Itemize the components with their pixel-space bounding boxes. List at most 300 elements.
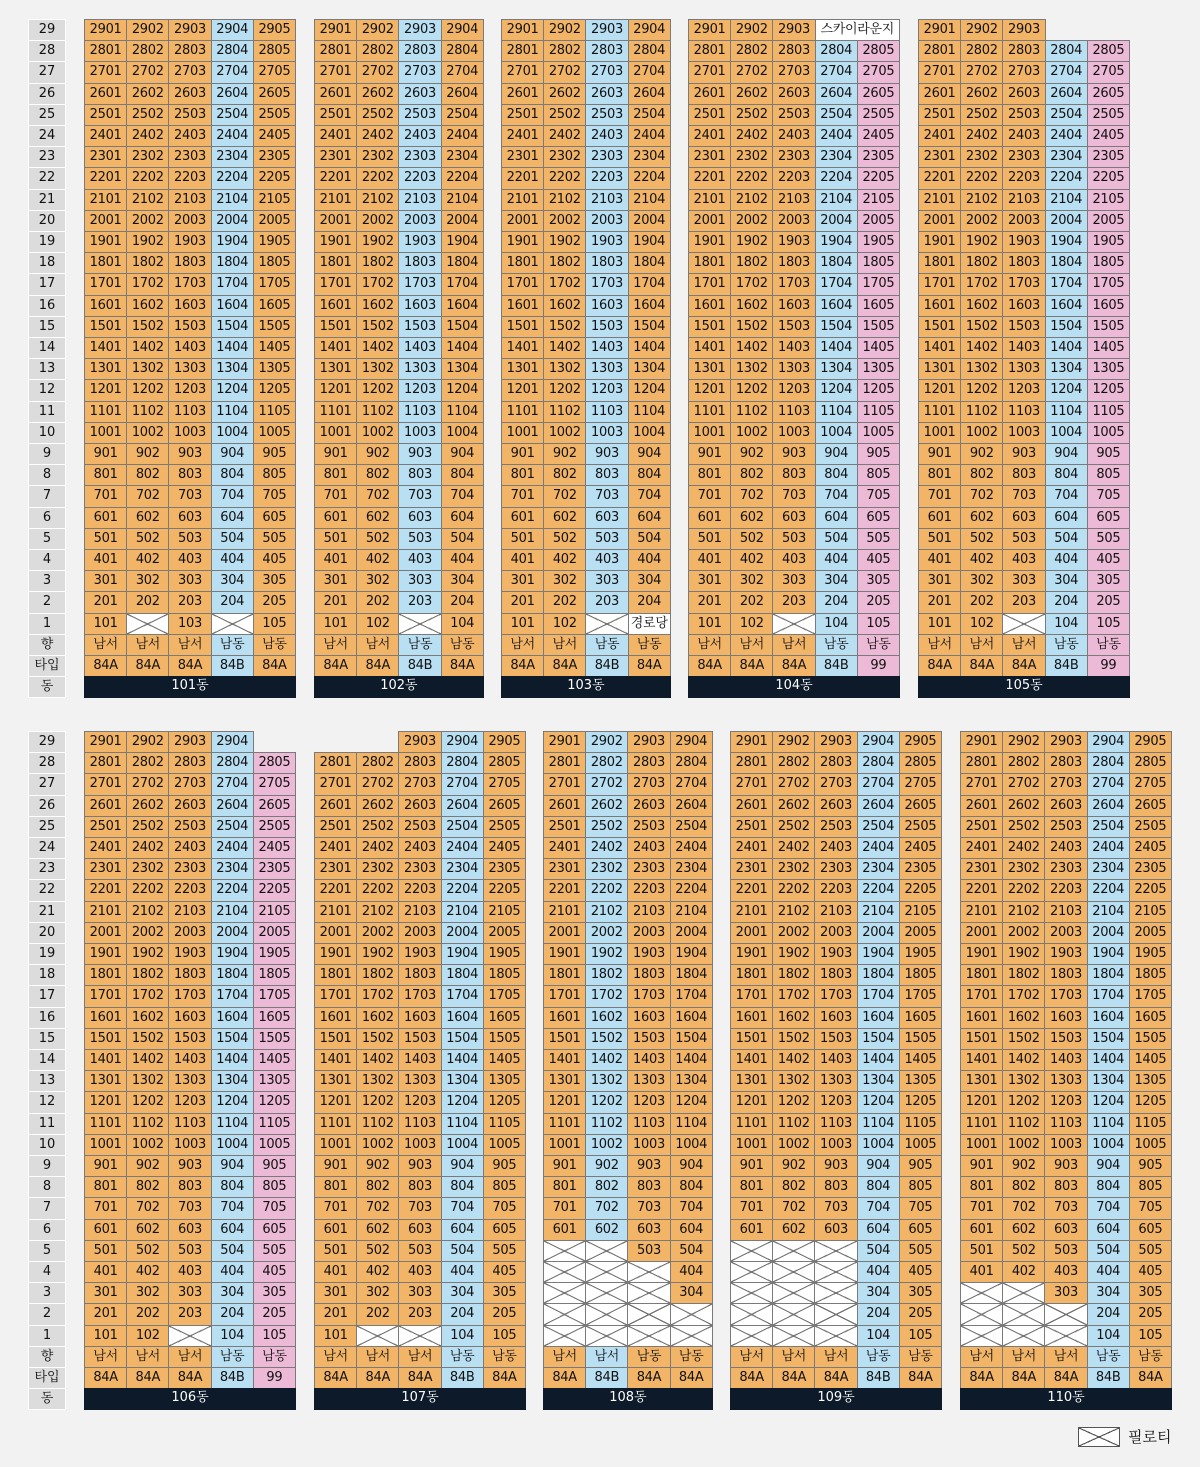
unit-cell: 1701 [918,273,961,295]
direction-cell: 남동 [1045,634,1088,656]
unit-cell: 1905 [899,943,942,965]
unit-cell: 405 [253,549,296,571]
unit-cell: 1702 [356,985,399,1007]
unit-cell: 401 [84,1261,127,1283]
unit-cell: 504 [441,528,484,550]
unit-cell: 2304 [815,146,858,168]
unit-cell: 2703 [814,773,857,795]
unit-cell: 1105 [253,1113,296,1135]
unit-cell: 2705 [483,773,526,795]
unit-cell: 1202 [772,1091,815,1113]
unit-cell: 2904 [211,19,254,41]
piloti-cell [670,1303,713,1325]
unit-cell: 1903 [1044,943,1087,965]
unit-cell: 2203 [398,879,441,901]
unit-cell: 2803 [814,752,857,774]
unit-cell: 501 [918,528,961,550]
unit-cell: 2204 [441,879,484,901]
unit-cell: 903 [772,443,815,465]
unit-cell: 2502 [356,816,399,838]
unit-cell: 2501 [688,104,731,126]
unit-cell: 1703 [772,273,815,295]
unit-cell: 2605 [483,795,526,817]
unit-cell: 2605 [899,795,942,817]
unit-cell: 302 [356,1282,399,1304]
unit-cell: 1502 [1002,1028,1045,1050]
unit-cell: 2802 [730,40,773,62]
unit-cell: 1101 [314,1113,357,1135]
unit-cell: 903 [1002,443,1045,465]
unit-cell: 604 [1045,507,1088,529]
unit-cell: 803 [1044,1176,1087,1198]
unit-cell: 1805 [483,964,526,986]
unit-cell: 2603 [168,795,211,817]
unit-cell: 1701 [314,985,357,1007]
unit-cell: 2004 [441,922,484,944]
direction-cell: 남서 [126,1346,169,1368]
direction-cell: 남동 [1087,634,1130,656]
unit-cell: 801 [84,1176,127,1198]
unit-cell: 1105 [483,1113,526,1135]
unit-cell: 1605 [857,295,900,317]
unit-cell: 2402 [585,837,628,859]
unit-cell: 603 [1044,1219,1087,1241]
floor-label: 7 [28,1197,66,1219]
piloti-cell [398,613,441,635]
unit-cell: 402 [126,1261,169,1283]
unit-cell: 1204 [211,1091,254,1113]
unit-cell: 2801 [501,40,544,62]
unit-cell: 1304 [1087,1070,1130,1092]
unit-cell: 1002 [356,422,399,444]
unit-cell: 2301 [314,146,357,168]
unit-cell: 2301 [960,858,1003,880]
unit-cell: 1201 [543,1091,586,1113]
unit-cell: 1804 [211,964,254,986]
unit-cell: 301 [501,570,544,592]
unit-cell: 701 [730,1197,773,1219]
unit-cell: 1404 [815,337,858,359]
floor-label: 3 [28,1282,66,1304]
unit-cell: 303 [772,570,815,592]
unit-cell: 2301 [543,858,586,880]
unit-cell: 204 [211,1303,254,1325]
floor-label: 20 [28,210,66,232]
unit-cell: 2003 [398,210,441,232]
unit-cell: 2801 [84,752,127,774]
unit-cell: 405 [899,1261,942,1283]
unit-cell: 2202 [772,879,815,901]
unit-cell: 804 [211,1176,254,1198]
unit-cell: 903 [585,443,628,465]
floor-label: 25 [28,816,66,838]
unit-cell: 1203 [627,1091,670,1113]
piloti-cell [543,1325,586,1347]
unit-cell: 505 [857,528,900,550]
unit-cell: 704 [670,1197,713,1219]
unit-cell: 2305 [857,146,900,168]
unit-cell: 604 [441,507,484,529]
unit-cell: 1501 [543,1028,586,1050]
unit-cell: 701 [84,1197,127,1219]
unit-cell: 1204 [1045,379,1088,401]
unit-cell: 502 [543,528,586,550]
unit-cell: 2203 [168,879,211,901]
unit-cell: 404 [441,1261,484,1283]
unit-cell: 1703 [627,985,670,1007]
piloti-cell [398,1325,441,1347]
unit-cell: 1601 [314,295,357,317]
unit-cell: 1704 [441,273,484,295]
unit-cell: 2201 [501,167,544,189]
unit-cell: 1301 [314,358,357,380]
unit-cell: 1205 [1087,379,1130,401]
unit-cell: 2904 [1087,731,1130,753]
unit-cell: 1005 [1087,422,1130,444]
unit-cell: 804 [670,1176,713,1198]
unit-cell: 1104 [1087,1113,1130,1135]
unit-cell: 2501 [314,104,357,126]
unit-cell: 1602 [356,1007,399,1029]
unit-cell: 1305 [253,358,296,380]
unit-cell: 202 [126,591,169,613]
type-cell: 84A [314,655,357,677]
unit-cell: 601 [918,507,961,529]
unit-cell: 1702 [356,273,399,295]
direction-cell: 남동 [670,1346,713,1368]
unit-cell: 1101 [501,401,544,423]
unit-cell: 1304 [441,358,484,380]
unit-cell: 604 [670,1219,713,1241]
unit-cell: 1702 [960,273,1003,295]
unit-cell: 503 [398,528,441,550]
unit-cell: 2404 [1087,837,1130,859]
unit-cell: 1904 [670,943,713,965]
unit-cell: 1105 [1087,401,1130,423]
unit-cell: 702 [356,485,399,507]
unit-cell: 2003 [772,210,815,232]
unit-cell: 1902 [772,943,815,965]
unit-cell: 2403 [168,837,211,859]
unit-cell: 2104 [211,189,254,211]
unit-cell: 304 [441,1282,484,1304]
unit-cell: 2004 [211,922,254,944]
unit-cell: 1004 [211,422,254,444]
unit-cell: 1804 [628,252,671,274]
unit-cell: 202 [356,591,399,613]
unit-cell: 2205 [857,167,900,189]
unit-cell: 2401 [501,125,544,147]
unit-cell: 702 [126,485,169,507]
unit-cell: 303 [168,570,211,592]
unit-cell: 802 [1002,1176,1045,1198]
unit-cell: 1004 [211,1134,254,1156]
unit-cell: 2104 [1087,901,1130,923]
unit-cell: 803 [1002,464,1045,486]
unit-cell: 2902 [960,19,1003,41]
unit-cell: 1303 [585,358,628,380]
unit-cell: 1005 [253,422,296,444]
unit-cell: 2401 [84,837,127,859]
unit-cell: 802 [585,1176,628,1198]
unit-cell: 2601 [501,83,544,105]
floor-label: 3 [28,570,66,592]
unit-cell: 1504 [211,316,254,338]
type-cell: 84A [960,655,1003,677]
unit-cell: 1802 [960,252,1003,274]
direction-cell: 남서 [168,1346,211,1368]
floor-label: 11 [28,401,66,423]
unit-cell: 305 [857,570,900,592]
unit-cell: 701 [543,1197,586,1219]
unit-cell: 2005 [857,210,900,232]
unit-cell: 2504 [441,816,484,838]
unit-cell: 2601 [730,795,773,817]
unit-cell: 401 [314,549,357,571]
unit-cell: 1203 [168,379,211,401]
unit-cell: 705 [899,1197,942,1219]
piloti-cell [960,1303,1003,1325]
piloti-cell [814,1282,857,1304]
unit-cell: 2105 [483,901,526,923]
unit-cell: 2303 [1044,858,1087,880]
unit-cell: 1202 [1002,1091,1045,1113]
unit-cell: 2602 [960,83,1003,105]
unit-cell: 2803 [627,752,670,774]
unit-cell: 804 [815,464,858,486]
unit-cell: 2302 [543,146,586,168]
unit-cell: 501 [960,1240,1003,1262]
unit-cell: 2405 [253,125,296,147]
unit-cell: 1102 [126,401,169,423]
unit-cell: 1103 [168,1113,211,1135]
row-label-type: 타입 [28,655,66,677]
unit-cell: 504 [670,1240,713,1262]
unit-cell: 1705 [1087,273,1130,295]
floor-label: 27 [28,61,66,83]
unit-cell: 905 [253,443,296,465]
unit-cell: 805 [857,464,900,486]
unit-cell: 1902 [356,943,399,965]
unit-cell: 1701 [543,985,586,1007]
unit-cell: 504 [1087,1240,1130,1262]
unit-cell: 1804 [815,252,858,274]
unit-cell: 1805 [253,252,296,274]
unit-cell: 2401 [314,837,357,859]
unit-cell: 2304 [1087,858,1130,880]
unit-cell: 2402 [126,837,169,859]
unit-cell: 2804 [1087,752,1130,774]
unit-cell: 2104 [441,189,484,211]
floor-label: 26 [28,83,66,105]
unit-cell: 1005 [857,422,900,444]
unit-cell: 1802 [585,964,628,986]
piloti-cell [814,1325,857,1347]
unit-cell: 201 [501,591,544,613]
direction-cell: 남서 [398,1346,441,1368]
unit-cell: 2503 [814,816,857,838]
unit-cell: 2605 [253,795,296,817]
unit-cell: 1405 [253,337,296,359]
unit-cell: 204 [1087,1303,1130,1325]
unit-cell: 1702 [730,273,773,295]
unit-cell: 2602 [126,83,169,105]
unit-cell: 2901 [84,731,127,753]
unit-cell: 2401 [918,125,961,147]
piloti-cell [960,1325,1003,1347]
unit-cell: 603 [1002,507,1045,529]
unit-cell: 1704 [211,985,254,1007]
unit-cell: 1401 [543,1049,586,1071]
direction-cell: 남서 [126,634,169,656]
unit-cell: 1901 [314,231,357,253]
unit-cell: 2204 [628,167,671,189]
unit-cell: 403 [1002,549,1045,571]
unit-cell: 1302 [585,1070,628,1092]
unit-cell: 2803 [168,752,211,774]
unit-cell: 2602 [1002,795,1045,817]
piloti-legend-icon [1078,1427,1120,1447]
unit-cell: 1802 [543,252,586,274]
unit-cell: 1904 [441,943,484,965]
unit-cell: 1105 [899,1113,942,1135]
unit-cell: 1403 [814,1049,857,1071]
building-name: 109동 [730,1388,942,1410]
unit-cell: 503 [1002,528,1045,550]
unit-cell: 1503 [1044,1028,1087,1050]
unit-cell: 801 [688,464,731,486]
unit-cell: 1302 [543,358,586,380]
unit-cell: 1002 [772,1134,815,1156]
unit-cell: 1701 [84,273,127,295]
unit-cell: 2802 [356,40,399,62]
unit-cell: 1503 [772,316,815,338]
unit-cell: 301 [84,1282,127,1304]
unit-cell: 1305 [899,1070,942,1092]
unit-cell: 2702 [960,61,1003,83]
unit-cell: 1801 [543,964,586,986]
unit-cell: 2102 [356,901,399,923]
unit-cell: 2003 [1002,210,1045,232]
unit-cell: 1704 [857,985,900,1007]
unit-cell: 1002 [1002,1134,1045,1156]
unit-cell: 1202 [356,1091,399,1113]
unit-cell: 2704 [815,61,858,83]
unit-cell: 402 [543,549,586,571]
unit-cell: 1202 [126,379,169,401]
unit-cell: 2401 [730,837,773,859]
unit-cell: 2704 [211,773,254,795]
unit-cell: 1101 [730,1113,773,1135]
unit-cell: 2402 [772,837,815,859]
unit-cell: 601 [84,507,127,529]
unit-cell: 1503 [398,316,441,338]
unit-cell: 2603 [1044,795,1087,817]
unit-cell: 2504 [670,816,713,838]
unit-cell: 1903 [168,943,211,965]
unit-cell: 902 [1002,1155,1045,1177]
unit-cell: 1801 [314,252,357,274]
unit-cell: 2805 [857,40,900,62]
unit-cell: 2602 [356,83,399,105]
direction-cell: 남서 [772,634,815,656]
unit-cell: 1204 [857,1091,900,1113]
building-name: 101동 [84,676,296,698]
unit-cell: 2004 [441,210,484,232]
piloti-cell [585,1240,628,1262]
unit-cell: 2104 [815,189,858,211]
unit-cell: 203 [398,591,441,613]
unit-cell: 2304 [628,146,671,168]
unit-cell: 2701 [543,773,586,795]
unit-cell: 2503 [772,104,815,126]
unit-cell: 805 [253,1176,296,1198]
unit-cell: 2801 [314,752,357,774]
type-cell: 84A [918,655,961,677]
unit-cell: 205 [253,1303,296,1325]
unit-cell: 2804 [211,40,254,62]
unit-cell: 2901 [501,19,544,41]
unit-cell: 2303 [1002,146,1045,168]
unit-cell: 1605 [1087,295,1130,317]
unit-cell: 1802 [356,252,399,274]
floor-label: 14 [28,337,66,359]
unit-cell: 1901 [84,231,127,253]
unit-cell: 1004 [857,1134,900,1156]
unit-cell: 2204 [441,167,484,189]
unit-cell: 905 [1087,443,1130,465]
unit-cell: 503 [627,1240,670,1262]
unit-cell: 2101 [314,189,357,211]
unit-cell: 1302 [126,358,169,380]
unit-cell: 2103 [398,189,441,211]
unit-cell: 1604 [441,1007,484,1029]
floor-label: 4 [28,1261,66,1283]
unit-cell: 1304 [441,1070,484,1092]
direction-cell: 남서 [814,1346,857,1368]
unit-cell: 1902 [543,231,586,253]
unit-cell: 2505 [1087,104,1130,126]
unit-cell: 1602 [960,295,1003,317]
unit-cell: 1702 [543,273,586,295]
unit-cell: 405 [1129,1261,1172,1283]
unit-cell: 1502 [772,1028,815,1050]
unit-cell: 702 [730,485,773,507]
unit-cell: 403 [398,549,441,571]
unit-cell: 2101 [84,189,127,211]
unit-cell: 202 [543,591,586,613]
unit-cell: 1804 [1087,964,1130,986]
unit-cell: 2205 [899,879,942,901]
unit-cell: 1902 [126,231,169,253]
direction-cell: 남서 [918,634,961,656]
unit-cell: 705 [253,1197,296,1219]
floor-label: 27 [28,773,66,795]
unit-cell: 1403 [772,337,815,359]
unit-cell: 705 [253,485,296,507]
unit-cell: 903 [1044,1155,1087,1177]
unit-cell: 1003 [1044,1134,1087,1156]
unit-cell: 602 [356,1219,399,1241]
unit-cell: 1502 [543,316,586,338]
unit-cell: 1603 [627,1007,670,1029]
unit-cell: 2902 [772,731,815,753]
unit-cell: 2505 [857,104,900,126]
unit-cell: 1205 [857,379,900,401]
unit-cell: 2604 [815,83,858,105]
unit-cell: 1405 [899,1049,942,1071]
unit-cell: 902 [543,443,586,465]
